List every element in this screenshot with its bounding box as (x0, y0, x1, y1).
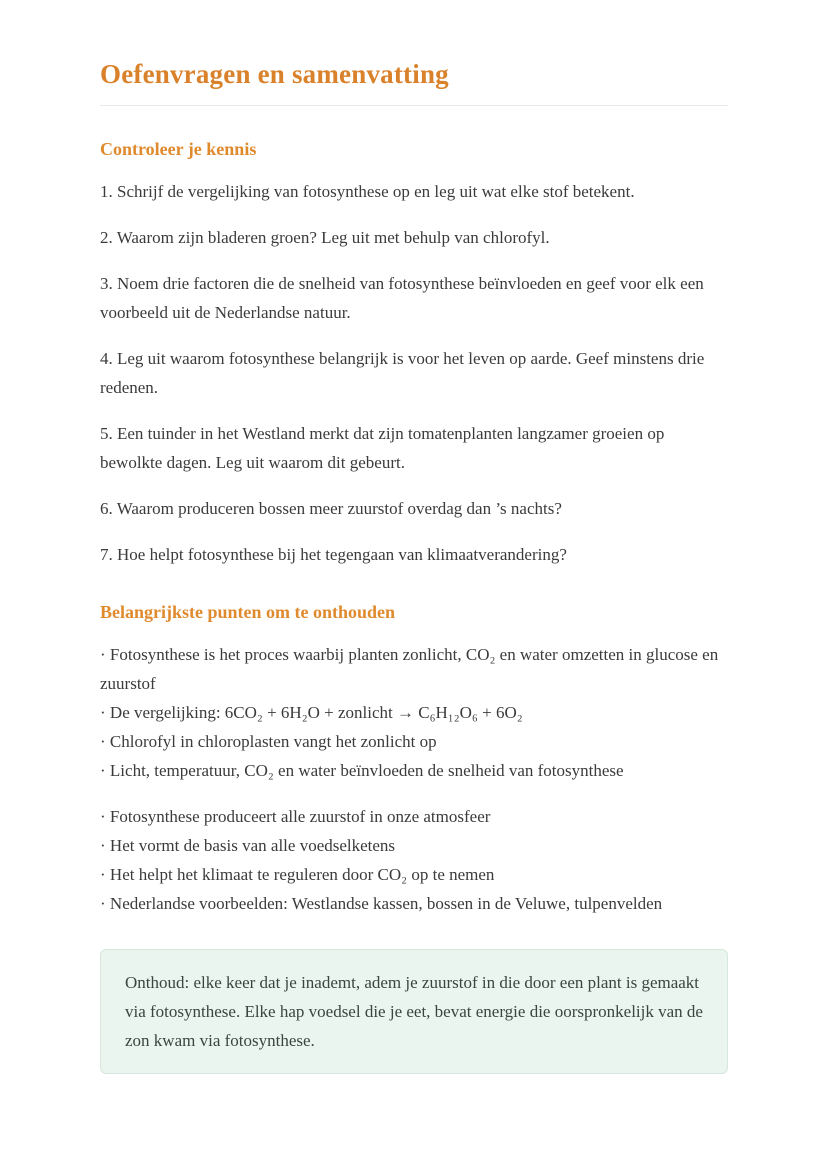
section-heading-questions: Controleer je kennis (100, 138, 257, 159)
summary-point: · De vergelijking: 6CO₂ + 6H₂O + zonlicht → C₆H₁₂O₆ + 6O₂ (100, 702, 523, 722)
note-text: Onthoud: elke keer dat je inademt, adem je zuurstof in die door een plant is gemaakt via fotosynthese. Elke hap voedsel die je eet, bevat energie die oorspronkelijk van de zon kwam via fotosynthese. (125, 972, 703, 1050)
summary-point: · Fotosynthese is het proces waarbij planten zonlicht, CO₂ en water omzetten in glucose en zuurstof (100, 644, 719, 693)
title-divider (100, 105, 728, 106)
question-item-5: 5. Een tuinder in het Westland merkt dat zijn tomatenplanten langzamer groeien op bewolkte dagen. Leg uit waarom dit gebeurt. (100, 423, 665, 472)
page-title: Oefenvragen en samenvatting (100, 59, 449, 89)
question-item-7: 7. Hoe helpt fotosynthese bij het tegengaan van klimaatverandering? (100, 544, 567, 564)
summary-bullet-group-2 (100, 802, 728, 918)
note-box (100, 949, 728, 1074)
question-item-1: 1. Schrijf de vergelijking van fotosynthese op en leg uit wat elke stof betekent. (100, 181, 635, 201)
section-heading-summary: Belangrijkste punten om te onthouden (100, 601, 396, 622)
summary-point: · Het helpt het klimaat te reguleren door CO₂ op te nemen (100, 864, 495, 884)
summary-point: · Nederlandse voorbeelden: Westlandse kassen, bossen in de Veluwe, tulpenvelden (100, 893, 663, 913)
summary-bullet-group-1 (100, 640, 728, 785)
summary-point: · Chlorofyl in chloroplasten vangt het zonlicht op (100, 731, 437, 751)
question-item-3: 3. Noem drie factoren die de snelheid van fotosynthese beïnvloeden en geef voor elk een voorbeeld uit de Nederlandse natuur. (100, 273, 704, 322)
question-item-2: 2. Waarom zijn bladeren groen? Leg uit met behulp van chlorofyl. (100, 227, 550, 247)
question-item-6: 6. Waarom produceren bossen meer zuurstof overdag dan ’s nachts? (100, 498, 562, 518)
question-item-4: 4. Leg uit waarom fotosynthese belangrijk is voor het leven op aarde. Geef minstens drie redenen. (100, 348, 705, 397)
summary-point: · Licht, temperatuur, CO₂ en water beïnvloeden de snelheid van fotosynthese (100, 760, 624, 780)
summary-point: · Fotosynthese produceert alle zuurstof in onze atmosfeer (100, 806, 491, 826)
summary-point: · Het vormt de basis van alle voedselketens (100, 835, 396, 855)
